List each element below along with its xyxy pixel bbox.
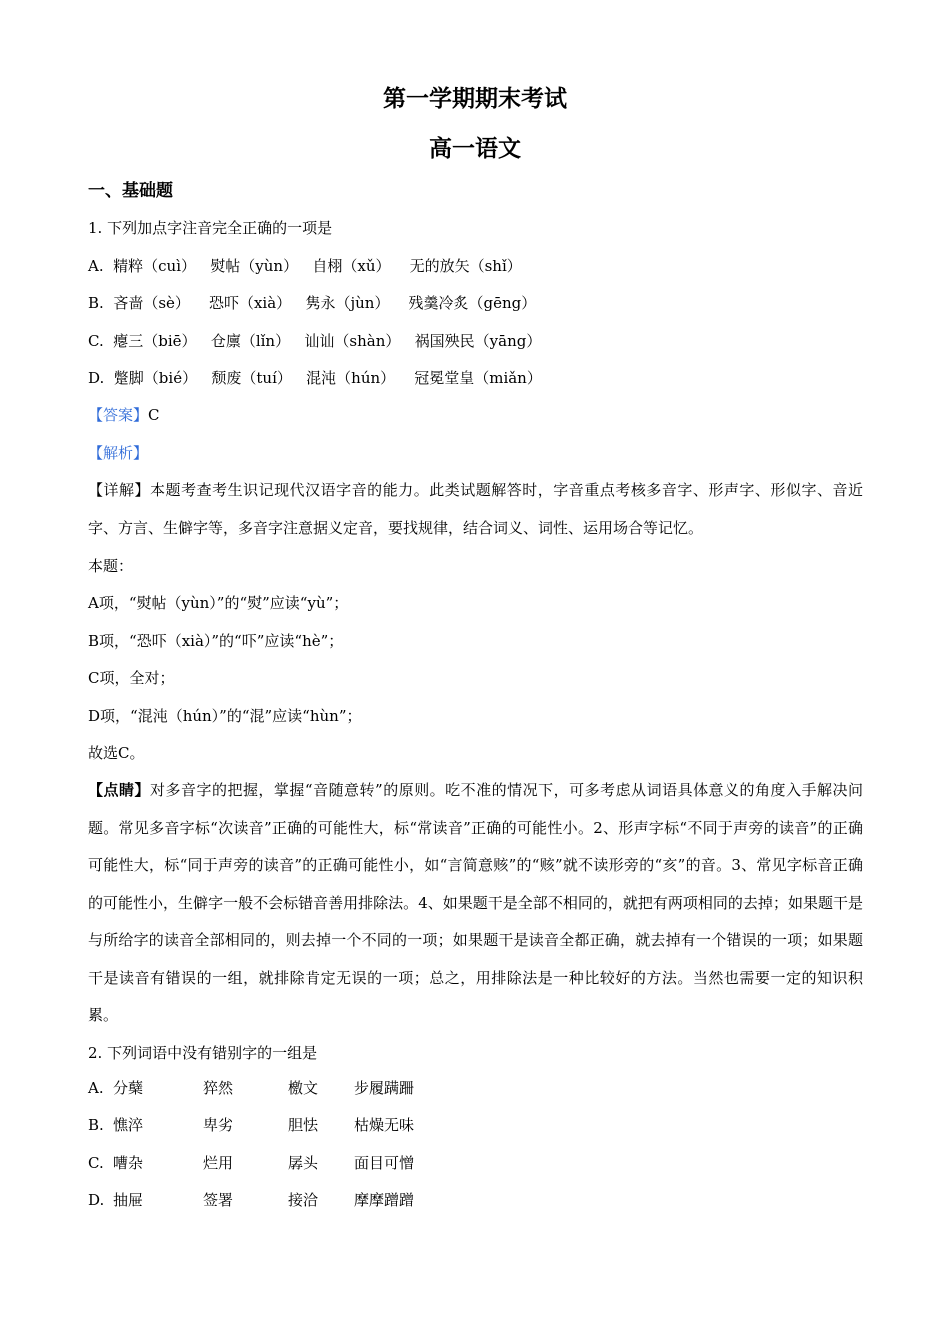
option-letter: B. [88, 1116, 104, 1134]
option-word: 檄文 [288, 1079, 319, 1097]
detail-label: 【详解】 [88, 481, 151, 499]
tip-label: 【点睛】 [88, 781, 150, 799]
option-word: 抽屉 [113, 1191, 144, 1209]
q1-option-c: C. 瘪三（biē） 仓廪（lǐn） 讪讪（shàn） 祸国殃民（yāng） [88, 332, 542, 350]
option-word: 步履蹒跚 [354, 1079, 415, 1097]
analysis-label: 【解析】 [88, 444, 149, 462]
q1-stem: 1. 下列加点字注音完全正确的一项是 [88, 219, 333, 237]
q1-line-b: B项，“恐吓（xià）”的“吓”应读“hè”； [88, 632, 344, 650]
option-word: 憔淬 [113, 1116, 144, 1134]
q1-line-d: D项，“混沌（hún）”的“混”应读“hùn”； [88, 707, 362, 725]
option-letter: D. [88, 1191, 105, 1209]
q1-line-a: A项，“熨帖（yùn）”的“熨”应读“yù”； [88, 594, 349, 612]
q1-option-a: A. 精粹（cuì） 熨帖（yùn） 自栩（xǔ） 无的放矢（shǐ） [88, 257, 522, 275]
option-word: 分蘖 [113, 1079, 144, 1097]
exam-subtitle: 高一语文 [429, 135, 521, 162]
option-word: 卑劣 [203, 1116, 234, 1134]
answer-label: 【答案】 [88, 406, 149, 424]
q1-line-conclusion: 故选C。 [88, 744, 145, 762]
option-word: 枯燥无味 [354, 1116, 415, 1134]
option-word: 嘈杂 [113, 1154, 144, 1172]
section-heading: 一、基础题 [88, 181, 173, 201]
tip-text: 对多音字的把握，掌握“音随意转”的原则。吃不准的情况下，可多考虑从词语具体意义的角度入手解决问题。常见多音字标“次读音”正确的可能性大，标“常读音”正确的可能性小。2、形声字标“不同于声旁的读音”的正确可能性大，标“同于声旁的读音”的正确可能性小，如“言简意赅”的“赅”就不读形旁的“亥”的音。3、常见字标音正确的可能性小，生僻字一般不会标错音善用排除法。4、如果题干是全部不相同的，就把有两项相同的去掉；如果题干是与所给字的读音全部相同的，则去掉一个不同的一项；如果题干是读音全都正确，就去掉有一个错误的一项；如果题干是读音有错误的一组，就排除肯定无误的一项；总之，用排除法是一种比较好的方法。当然也需要一定的知识积累。 [88, 781, 863, 1024]
q1-answer [88, 404, 863, 426]
option-letter: A. [88, 1079, 104, 1097]
q1-option-d: D. 蹩脚（bié） 颓废（tuí） 混沌（hún） 冠冕堂皇（miǎn） [88, 369, 542, 387]
q1-option-b: B. 吝啬（sè） 恐吓（xià） 隽永（jùn） 残羹冷炙（gēng） [88, 294, 537, 312]
exam-title: 第一学期期末考试 [383, 85, 567, 112]
option-word: 猝然 [203, 1079, 234, 1097]
q2-stem: 2. 下列词语中没有错别字的一组是 [88, 1044, 318, 1062]
option-word: 接洽 [288, 1191, 319, 1209]
option-word: 烂用 [203, 1154, 234, 1172]
option-letter: C. [88, 1154, 104, 1172]
option-word: 签署 [203, 1191, 234, 1209]
detail-text: 本题考查考生识记现代汉语字音的能力。此类试题解答时，字音重点考核多音字、形声字、形似字、音近字、方言、生僻字等，多音字注意据义定音，要找规律，结合词义、词性、运用场合等记忆。 [88, 481, 863, 537]
q1-line-intro: 本题： [88, 557, 134, 575]
answer-value: C [148, 406, 160, 424]
q1-tip [88, 772, 863, 1035]
option-word: 面目可憎 [354, 1154, 415, 1172]
q1-detail [88, 472, 863, 547]
option-word: 胆怯 [288, 1116, 319, 1134]
q1-line-c: C项，全对； [88, 669, 175, 687]
option-word: 孱头 [288, 1154, 319, 1172]
option-word: 摩摩蹭蹭 [354, 1191, 415, 1209]
